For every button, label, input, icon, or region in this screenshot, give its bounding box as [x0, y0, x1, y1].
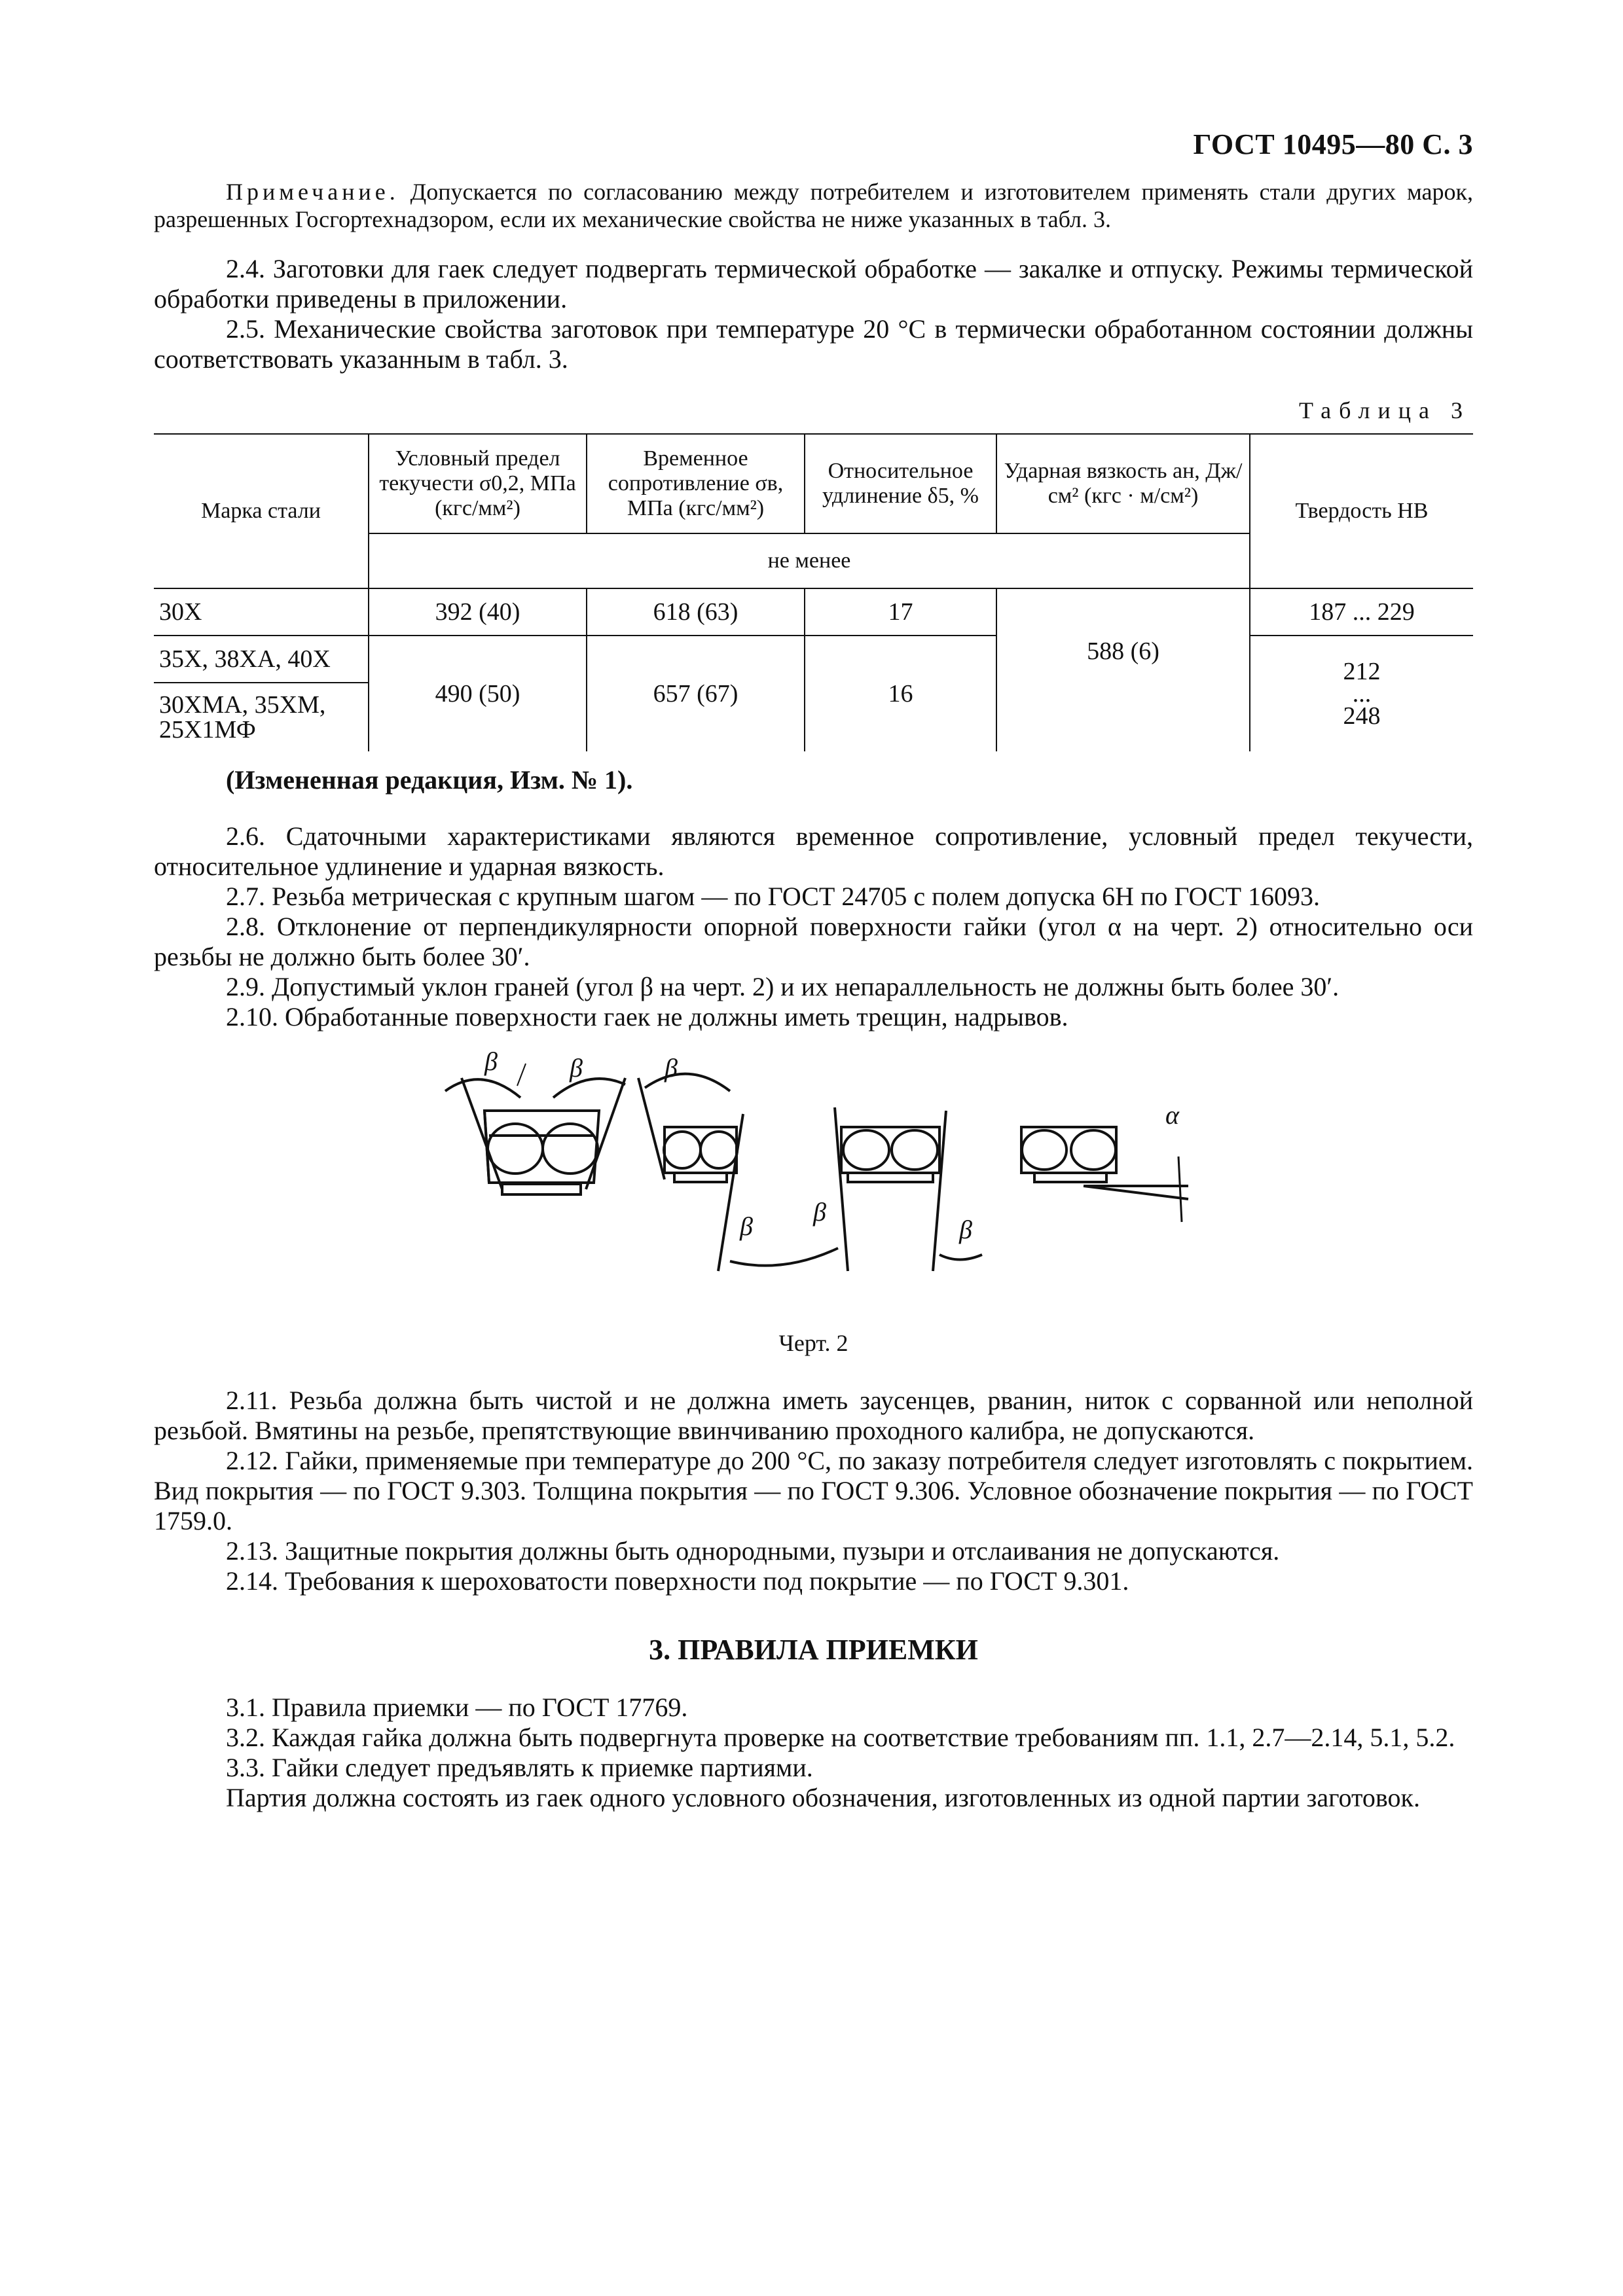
beta-label: β — [484, 1047, 498, 1076]
page-body — [154, 124, 1473, 1813]
paragraph-2-7: 2.7. Резьба метрическая с крупным шагом — по ГОСТ 24705 с полем допуска 6Н по ГОСТ 16093. — [226, 882, 1321, 911]
hardness-mid: ... — [1352, 680, 1372, 708]
nut-1 — [445, 1064, 625, 1194]
header-elongation: Относительное удлинение δ5, % — [805, 434, 996, 533]
header-grade: Марка стали — [154, 434, 369, 588]
paragraph-2-8: 2.8. Отклонение от перпендикулярности опорной поверхности гайки (угол α на черт. 2) относительно оси резьбы не должно быть более 30′. — [154, 912, 1473, 971]
cell-yield: 490 (50) — [369, 636, 587, 751]
hardness-top: 212 — [1343, 658, 1381, 685]
cell-grade: 30ХМА, 35ХМ, 25Х1МФ — [154, 683, 369, 751]
note-paragraph — [154, 178, 1473, 233]
header-yield: Условный предел текучести σ0,2, МПа (кгс/мм²) — [369, 434, 587, 533]
edit-note: (Измененная редакция, Изм. № 1). — [226, 765, 633, 795]
paragraph-2-5: 2.5. Механические свойства заготовок при температуре 20 °С в термически обработанном состоянии должны соответствовать указанным в табл. 3. — [154, 314, 1473, 374]
cell-yield: 392 (40) — [369, 588, 587, 636]
section-title: 3. ПРАВИЛА ПРИЕМКИ — [649, 1634, 978, 1666]
paragraph-3-3: 3.3. Гайки следует предъявлять к приемке партиями. — [226, 1753, 813, 1782]
nut-2 — [638, 1074, 743, 1271]
beta-label: β — [813, 1197, 826, 1227]
cell-hardness: 187 ... 229 — [1250, 588, 1473, 636]
table-row — [154, 588, 1473, 636]
paragraph-2-14: 2.14. Требования к шероховатости поверхности под покрытие — по ГОСТ 9.301. — [226, 1566, 1129, 1596]
paragraph-2-4: 2.4. Заготовки для гаек следует подвергать термической обработке — закалке и отпуску. Режимы термической обработки приведены в приложении. — [154, 254, 1473, 314]
cell-elongation: 16 — [805, 636, 996, 751]
paragraph-2-9: 2.9. Допустимый уклон граней (угол β на черт. 2) и их непараллельность не должны быть более 30′. — [226, 972, 1340, 1001]
table-3 — [154, 433, 1473, 751]
cell-tensile: 657 (67) — [587, 636, 805, 751]
cell-tensile: 618 (63) — [587, 588, 805, 636]
header-impact: Ударная вязкость aн, Дж/см² (кгс · м/см²) — [996, 434, 1250, 533]
beta-label: β — [740, 1211, 753, 1241]
table-caption: Таблица 3 — [1299, 397, 1470, 423]
cell-elongation: 17 — [805, 588, 996, 636]
paragraph-3-1: 3.1. Правила приемки — по ГОСТ 17769. — [226, 1693, 688, 1722]
paragraph-2-12: 2.12. Гайки, применяемые при температуре до 200 °С, по заказу потребителя следует изготовлять с покрытием. Вид покрытия — по ГОСТ 9.303. Толщина покрытия — по ГОСТ 9.306. Условное обозначение покрытия — по ГОСТ 1759.0. — [154, 1446, 1473, 1535]
nut-4 — [1021, 1127, 1188, 1222]
note-text: Допускается по согласованию между потребителем и изготовителем применять стали других марок, разрешенных Госгортехнадзором, если их механические свойства не ниже указанных в табл. 3. — [154, 179, 1473, 232]
paragraph-3-2: 3.2. Каждая гайка должна быть подвергнута проверке на соответствие требованиям пп. 1.1, 2.7—2.14, 5.1, 5.2. — [226, 1723, 1455, 1752]
nut-3 — [730, 1107, 982, 1271]
beta-label: β — [665, 1053, 678, 1083]
nuts-drawing — [154, 1039, 1473, 1314]
cell-impact: 588 (6) — [996, 588, 1250, 751]
cell-hardness-range — [1250, 636, 1473, 751]
paragraph-2-10: 2.10. Обработанные поверхности гаек не должны иметь трещин, надрывов. — [226, 1002, 1068, 1031]
paragraph-2-6: 2.6. Сдаточными характеристиками являются временное сопротивление, условный предел текучести, относительное удлинение и ударная вязкость. — [154, 821, 1473, 881]
cell-grade: 35Х, 38ХА, 40Х — [154, 636, 369, 683]
figure-2 — [154, 1039, 1473, 1314]
table-row — [154, 636, 1473, 683]
note-label: Примечание. — [226, 179, 399, 205]
cell-grade: 30Х — [154, 588, 369, 636]
alpha-label: α — [1165, 1100, 1179, 1130]
paragraph-2-13: 2.13. Защитные покрытия должны быть однородными, пузыри и отслаивания не допускаются. — [226, 1536, 1280, 1566]
header-min: не менее — [369, 533, 1250, 588]
beta-label: β — [570, 1053, 583, 1083]
header-hardness: Твердость НВ — [1250, 434, 1473, 588]
header-tensile: Временное сопротивление σв, МПа (кгс/мм²) — [587, 434, 805, 533]
hardness-bottom: 248 — [1343, 702, 1381, 730]
paragraph-3-3-cont: Партия должна состоять из гаек одного условного обозначения, изготовленных из одной партии заготовок. — [226, 1783, 1420, 1812]
page-header: ГОСТ 10495—80 С. 3 — [1193, 128, 1473, 160]
beta-label: β — [959, 1215, 972, 1244]
figure-caption: Черт. 2 — [778, 1330, 848, 1356]
paragraph-2-11: 2.11. Резьба должна быть чистой и не должна иметь заусенцев, рванин, ниток с сорванной или неполной резьбой. Вмятины на резьбе, препятствующие ввинчиванию проходного калибра, не допускаются. — [154, 1386, 1473, 1445]
